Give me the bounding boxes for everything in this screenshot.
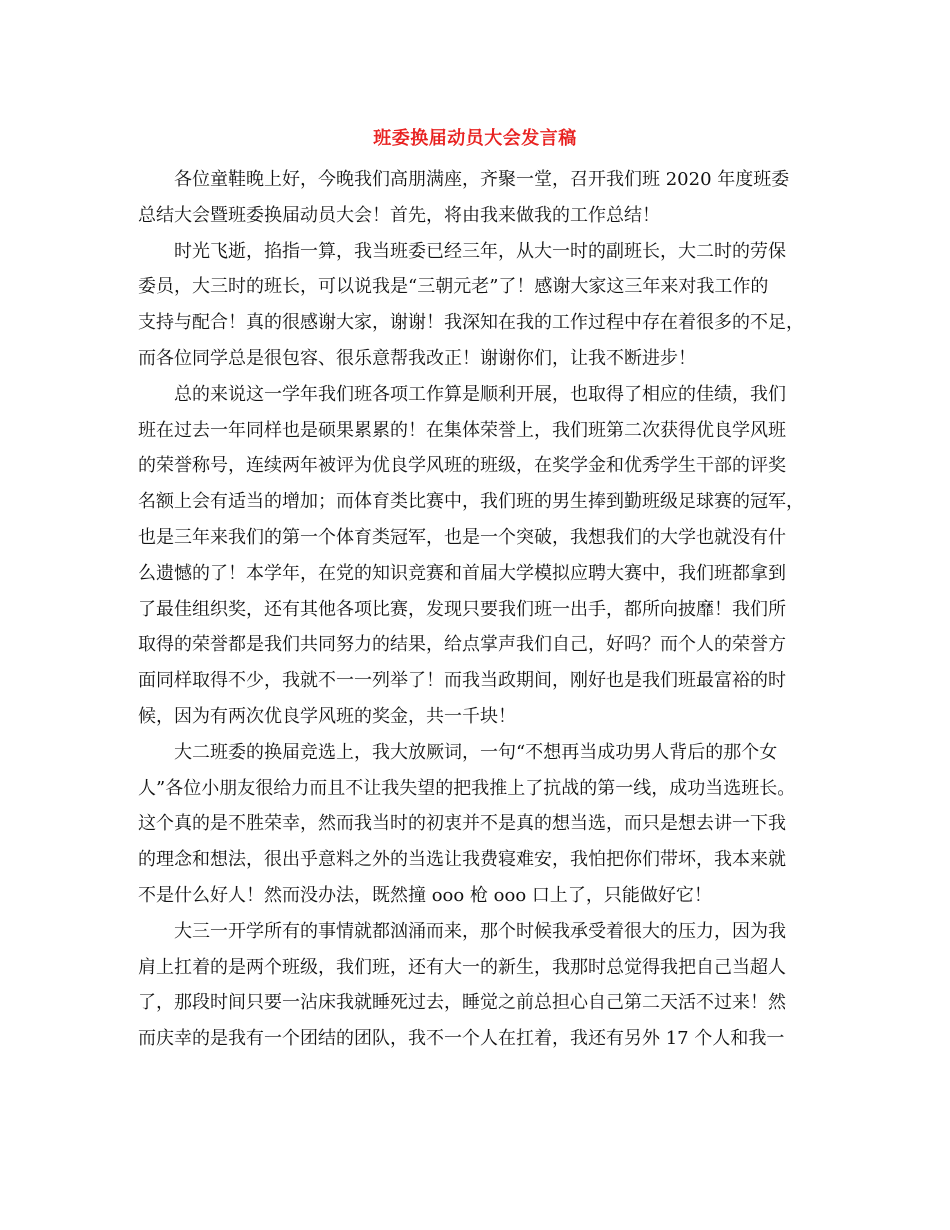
page-title: 班委换届动员大会发言稿 xyxy=(373,128,577,149)
paragraph-line: 取得的荣誉都是我们共同努力的结果，给点掌声我们自己，好吗？而个人的荣誉方 xyxy=(138,634,786,656)
paragraph-line: 总结大会暨班委换届动员大会！首先，将由我来做我的工作总结！ xyxy=(138,204,660,226)
paragraph-line: 么遗憾的了！本学年，在党的知识竞赛和首届大学模拟应聘大赛中，我们班都拿到 xyxy=(138,562,786,584)
paragraph-line: 也是三年来我们的第一个体育类冠军，也是一个突破，我想我们的大学也就没有什 xyxy=(138,526,786,548)
paragraph-line: 的荣誉称号，连续两年被评为优良学风班的班级，在奖学金和优秀学生干部的评奖 xyxy=(138,455,786,477)
paragraph-line: 大二班委的换届竞选上，我大放厥词，一句“不想再当成功男人背后的那个女 xyxy=(174,741,778,763)
paragraph-line: 不是什么好人！然而没办法，既然撞 ooo 枪 ooo 口上了，只能做好它！ xyxy=(138,884,712,906)
paragraph xyxy=(138,234,818,377)
paragraph xyxy=(138,914,818,1057)
paragraph-line: 面同样取得不少，我就不一一列举了！而我当政期间，刚好也是我们班最富裕的时 xyxy=(138,670,786,692)
paragraph-line: 时光飞逝，掐指一算，我当班委已经三年，从大一时的副班长，大二时的劳保 xyxy=(174,240,786,262)
paragraph-line: 委员，大三时的班长，可以说我是“三朝元老”了！感谢大家这三年来对我工作的 xyxy=(138,276,769,298)
paragraph-line: 这个真的是不胜荣幸，然而我当时的初衷并不是真的想当选，而只是想去讲一下我 xyxy=(138,813,786,835)
paragraph-line: 候，因为有两次优良学风班的奖金，共一千块！ xyxy=(138,705,516,727)
paragraph-line: 肩上扛着的是两个班级，我们班，还有大一的新生，我那时总觉得我把自己当超人 xyxy=(138,956,786,978)
paragraph-line: 支持与配合！真的很感谢大家，谢谢！我深知在我的工作过程中存在着很多的不足， xyxy=(138,312,804,334)
paragraph-line: 人”各位小朋友很给力而且不让我失望的把我推上了抗战的第一线，成功当选班长。 xyxy=(138,777,796,799)
paragraph-line: 总的来说这一学年我们班各项工作算是顺利开展，也取得了相应的佳绩，我们 xyxy=(174,383,786,405)
paragraph-line: 大三一开学所有的事情就都汹涌而来，那个时候我承受着很大的压力，因为我 xyxy=(174,920,786,942)
paragraph-line: 班在过去一年同样也是硕果累累的！在集体荣誉上，我们班第二次获得优良学风班 xyxy=(138,419,786,441)
paragraph-line: 名额上会有适当的增加；而体育类比赛中，我们班的男生捧到勤班级足球赛的冠军， xyxy=(138,491,804,513)
paragraph-line: 了最佳组织奖，还有其他各项比赛，发现只要我们班一出手，都所向披靡！我们所 xyxy=(138,598,786,620)
paragraph xyxy=(138,162,818,234)
document-body xyxy=(138,162,818,1057)
paragraph-line: 而各位同学总是很包容、很乐意帮我改正！谢谢你们，让我不断进步！ xyxy=(138,347,696,369)
paragraph-line: 的理念和想法，很出乎意料之外的当选让我费寝难安，我怕把你们带坏，我本来就 xyxy=(138,849,786,871)
paragraph-line: 而庆幸的是我有一个团结的团队，我不一个人在扛着，我还有另外 17 个人和我一 xyxy=(138,1028,785,1050)
paragraph-line: 各位童鞋晚上好，今晚我们高朋满座，齐聚一堂，召开我们班 2020 年度班委 xyxy=(174,169,790,190)
paragraph-line: 了，那段时间只要一沾床我就睡死过去，睡觉之前总担心自己第二天活不过来！然 xyxy=(138,992,786,1014)
paragraph xyxy=(138,377,818,735)
paragraph xyxy=(138,735,818,914)
